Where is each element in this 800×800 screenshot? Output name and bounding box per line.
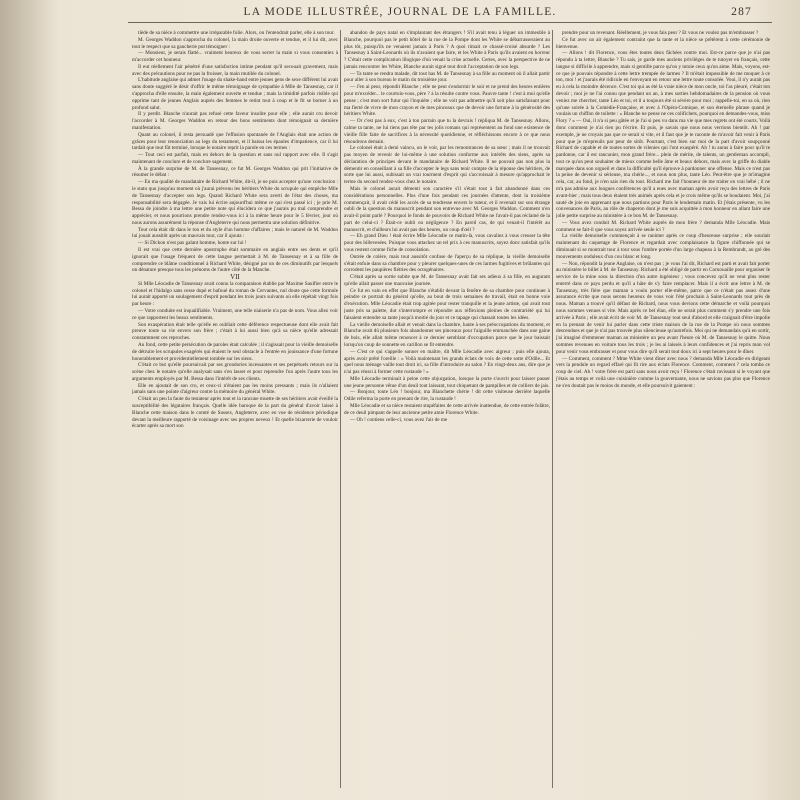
text-column-1 — [132, 30, 338, 790]
paragraph: — Votre conduite est inqualifiable. Vraiment, une telle niaiserie n'a pas de nom. Vous allez voir ce que rapportent les beaux sentiments. — [132, 308, 338, 321]
column-divider — [340, 30, 341, 788]
paragraph: L'habitude anglaise qui admet l'usage du shake-hand entre jeunes gens de sexe différent lui avait sans doute suggéré le désir d'offrir le même témoignage de sympathie à Mlle de Tansesnay, car il s'approcha d'elle ensuite, la main également ouverte et tendue ; mais la timidité parfois risible qui opprime tant de jeunes Anglais auprès des femmes le retint tout à coup et le fit se borner à un profond salut. — [132, 77, 338, 111]
paragraph: La vieille demoiselle allait et venait dans la chambre, hante à ses préoccupations du moment, et Blanche avait dû plusieurs fois abandonner ses pinceaux pour l'aiguille emmanchée dans une gaine de bois, elle allait même renoncer à ce dernier semblant d'occupation parce que le jour baissait lorsqu'on coup de sonnette en carillon se fit entendre. — [344, 321, 550, 348]
paragraph: Tout cela était dit dans le ton et du style d'un homme d'affaires ; mais le naturel de M. Waddon lui jouait aussitôt après un mauvais tour, car il ajouta : — [132, 226, 338, 240]
journal-title: LA MODE ILLUSTRÉE, JOURNAL DE LA FAMILLE. — [243, 6, 557, 18]
paragraph: tiède de sa nièce à commettre une irréparable folie. Alors, on l'entendrait parler, elle à son tour. — [138, 30, 335, 36]
paragraph: C'était ce but qu'elle poursuivait par ses grondories incessantes et ses perpétuels retours sur la scène chez le notaire qu'elle analysait sans s'en lasser et pour reprendre l'un après l'autre tous les arguments employés par M. Bessa dans l'intérêt de ses clients. — [132, 362, 338, 382]
paragraph: abandon de pays natal en s'implantant des étrangers ! S'il avait tenu à léguer un immeuble à Blanche, pourquoi pas le petit hôtel de la rue de la Pompe dont les White se débarrasseraient au plus tôt, puisqu'ils ne venaient jamais à Paris ? A quoi rimait ce chassé-croisé absurde ? Les Tansesnay à Saint-Leonards où ils n'avaient que faire, et les White à Paris qu'ils avaient en horreur ? C'était cette complication illogique d'où venait la crise actuelle. Certes, avec la perspective de ne jamais rencontrer les White, Blanche aurait signé tout droit l'acceptation de son legs. — [344, 30, 550, 70]
running-header — [0, 6, 800, 28]
paragraph: — Non, répondit la jeune Anglaise, on n'est pas ; je vous l'ai dit, Richard est parti et avait fait porter au ministère le billet à M. de Tansesnay. Richard a été obligé de partir en Cornouaille pour organiser le service de la mine sous la direction d'un autre ingénieur ; vous concevez qu'il ne veut plus rester enterré dans ce pays perdu et qu'il a hâte de s'y faire remplacer. Mais il a écrit une lettre à M. de Tansesnay, très fière que maman a voulu porter elle-même, parce que ce n'était pas assez d'une assurance écrite que nous serons heureux de vous voir l'été prochain à Saint-Leonards tout près de nous. Maman a trouvé qu'il défaut de Richard, nous vous devions cette démarche et voilà pourquoi nous sommes venues si vite. Mais après ce bel élan, elle ne serait plus comment s'y prendre une fois arrivée à Paris ; elle avait écrit de voir M. de Tansesnay tout seul d'abord et elle craignait d'être impolie en la prenant de venir lui parler dans cette triste maison de la rue de la Pompe où nous sommes descendues et que je n'ai pas trouvée plus silencieuse qu'autrefois. Moi qui ne demandais qu'à en sortir, j'ai imaginé d'emmener maman au ministère un peu avant l'heure où M. de Tansesnay le quitte. Nous sommes revenues en voiture tous les trois ; je les ai laissés à leurs confidences et j'ai repris mon vol pour venir vous embrasser et pour vous dire qu'il serait tout doux ici à sept heures pour le dîner. — [556, 260, 770, 355]
paragraph: — Tout ceci est parfait, mais en dehors de la question et sans nul rapport avec elle. Il s'agit maintenant de conclure et de conclure sagement. — [132, 152, 338, 165]
paragraph: Ce fut avec un air également contraint que la tante et la nièce se prêtèrent à cette cérémonie de bienvenue. — [556, 36, 770, 50]
paragraph: Au fond, cette petite persécution de paroles était calculée ; il s'agissait pour la vieille demoiselle de détruire les scrupules exagérés qui étaient le seul obstacle à l'entrée en jouissance d'une fortune honorablement et providentiellement tombée sur les siens. — [132, 341, 338, 362]
section-number: VII — [230, 273, 240, 282]
paragraph: — Comment, comment ? Mme White vient dîner avec nous ? demanda Mlle Léocadie en dirigeant vers la pendule un regard effaré qui fit rire aux éclats Florence. Comment, comment ? cela tomba ce coup de ciel. Ah ! votre frère est parti sans nous avoir reçu ! Florence c'était ravissant si le voyant que j'étais au temps et voilà une cuisinière comme la gouvernante, nous ne savions pas plus que Florence ne s'en doutait pas le moins du monde, et elle poursuivit gaiement : — [556, 355, 770, 389]
paragraph: prendre pour un revenant. Réellement, je vous fais peur ? Et vous ne voulez pas m'embrasser ? — [562, 30, 759, 36]
paragraph: — J'en ai peur, répondit Blanche ; elle ne peut s'endormir le soir et ne prend des heures entières pour m'excéder... le courtois-vous, père ? à la résulte contre vous. Pauvre tante ! c'est à moi qu'elle pense ; c'est mon sort futur qui l'inquiète ; elle ne voit pas admettre qu'il soit plus satisfaisant pour ma fierté de vivre de mon crayon et de mes pinceaux que de devoir une fortune à la générosité des héritiers White. — [344, 84, 550, 118]
paragraph: — Allons ! dit Florence, vous êtes toutes deux fâchées contre moi. Est-ce parce que je n'ai pas répondu à ta lettre, Blanche ? Tu sais, je garde mes anciens privilèges de te tutoyer en français, cette langue si difficile à apprendre, mais si gentille parce qu'on y tutoie ceux qu'on aime. Mais, voyons, est-ce que je pouvais répondre à cette lettre trempée de larmes ? Il m'était impossible de me moquer à ce ton, moi ! et j'aurais été ridicule en t'envoyant en retour une lettre toute consolée. Voui, il n'y aurait pas eu à cela la moindre décence. C'est toi qui as été la vraie nièce de mon oncle, toi l'as pleuré, c'était ton devoir ; moi je ne l'ai connu que pendant un an, à mes sorties hebdomadaires de la pension où vous veniez me chercher, tante Léo et toi, et il a toujours été si sévère pour moi ; rappelle-toi, en sa où, rien qu'une soirée à la Comédie-Française, et avec à l'Opéra-Comique, et son éternelle phrase quand je voulais un chiffon de toilette : « Blanche ne pense ne ces colifichets, pourquoi en demandes-vous, miss Flory ? » — Oui, il n'a si peu gâtée et je l'ai si peu vu dans ma vie que mes regrets ont été courts. Voilà donc comment je n'ai rien pu t'écrire. Et puis, je savais que nous nous verrions bientôt. Ah ! par exemple, je ne croyais pas que ce serait si vite, et il faut que je te raconte de m'avoir fait venir à Paris pour que je m'epreuils par peur de sitôt. Pourtant, c'est bien sur moi de la part d'avoir soupçonné Richard de capable et de toutes sortes de vilenies qui l'ont exaspéré. Ah ! tu auras à faire pour qu'il te pardonne, car il est rancunier, mon grand frère... plein de mérite, de talents, un gentleman accompli, tout ce qu'on peut souhaiter de mieux comme belle âme et beaux dehors, mais avec la griffe du diable marquée dans son orgueil et dans la difficulté qu'il éprouve à pardonner une offense. Mais ce n'est pas la peine de devenir si sérieuse, ma chérie..., et nous non plus, tante Léo. Peut-être que je m'imagine cela, car, au fond, je n'en sais rien du tout. Richard me fait l'honneur de me traiter en vrai bébé ; il ne m'a pas admise aux longues conférences qu'il a eues avec maman après avoir reçu des lettres de Paris avant-hier ; mais tous deux étaient très animés après cela et je crois même qu'ils se boudaient. Moi, j'ai sauté de joie en apprenant que nous partions pour Paris le lendemain matin. Et j'étais présente, vu les convenances de Paris, au rôle de chaperon dont je me suis acquittée à mon honneur en allant faire une jolie petite surprise au ministère à ce bon M. de Tansesnay. — [556, 50, 770, 220]
text-column-2 — [344, 30, 550, 790]
paragraph: Son exaspération était telle qu'elle en oubliait cette déférence respectueuse dont elle avait fait preuve toute sa vie envers son frère ; c'était à lui aussi bien qu'à sa nièce qu'elle adressait constamment ces reproches. — [132, 321, 338, 342]
paragraph: Mais le colonel aurait démenti son caractère s'il s'était tout à fait abandonné dans ces considérations personnelles. Plus d'une fois pendant ces journées d'attente, dont la troisième commençait, il avait cédé les accès de sa tendresse envers le tuteur, et il revenait sur son étrange oubli de la question du manuscrit pendant son entrevue avec M. Georges Waddon. Comment n'en avait-il point parlé ? Pourquoi le fonds de pouvoirs de Richard White ne l'avait-il pas réclamé de la part de celui-ci ? Était-ce oubli ou négligence ? En pareil cas, de qui venait-il l'intérêt au manuscrit, et d'ailleurs lui avait pas des heures, un coup d'œil ? — [344, 185, 550, 233]
paragraph: Si Mlle Léocadie de Tansesnay avait connu la comparaison établie par Maxime Saulfier entre le colonel et l'hidalgo sans cesse dupé et bafoué du roman de Cervantes, nul doute que cette formule lui aurait apporté un soulagement d'esprit pendant les trois jours suivants où elle répétait vingt fois par heure : — [132, 280, 338, 308]
paragraph: — En ma qualité de mandataire de Richard White, dit-il, je ne puis accepter qu'une conclusion : le statu quo jusqu'au moment où j'aurai prévenu les héritiers White du scrupule qui empêche Mlle de Tansesnay d'accepter son legs. Quand Richard White sera averti de l'état des choses, ma responsabilité sera dégagée. Je vais lui écrire aujourd'hui même ce qui s'est passé ici ; je prie M. Bessa de joindre à ma lettre une petite note qui élucidera ce que j'aurais pu mal comprendre et apprécier, et nous pourrions prendre rendez-vous ici à la même heure pour le 5 février, jour où nous aurons assurément la réponse d'Angleterre qui nous permettra une solution définitive. — [132, 179, 338, 226]
paragraph: C'était un peu la faute du testateur après tout et la rancune muette de ses héritiers avait éveillé la susceptibilité des légataires français. Quelle idée baroque de la part du général d'avoir laissé à Blanche cette maison dans le comté de Sussex, Angleterre, avec en vue de résidence périodique devant la meilleure rapporté de voisinage avec ses propres neveux ! Et quelle bizarrerie de vouloir écarter après sa mort son — [132, 396, 338, 430]
page-number: 287 — [731, 6, 752, 18]
paragraph: Il est vrai que cette dernière apostrophe était sommaire en anglais entre ses dents et qu'il ignorait que l'usage fréquent de cette langue permettait à M. de Tansesnay et à sa fille de comprendre ce blâme conditionnel à Richard White, désigné par un de ces diminutifs par lesquels on dénature presque tous les prénoms de l'autre côté de la Manche. — [132, 247, 338, 274]
binding-shadow — [0, 0, 60, 800]
paragraph: Mlle Léocadie et sa nièce restaient stupéfaites de cette arrivée inattendue, de cette entrée folâtre, de ce deuil pimpant de leur ancienne petite amie Florence White. — [344, 402, 550, 416]
paragraph: — Vous avez conduit M. Richard White auprès de mon frère ? demanda Mlle Léocadie. Mais comment se fait-il que vous soyez arrivée seule ici ? — [556, 219, 770, 233]
text-column-3 — [556, 30, 770, 790]
paragraph: — Bonjour, toute Léo ! bonjour, ma Blanchette chérie ! dit cette visiteuse derrière laquelle Odile referma la porte en prenant de rire, la rustaude ! — [344, 389, 550, 403]
paragraph: Ce fut en vain en effet que Blanche s'établit devant la fenêtre de sa chambre pour continuer à peindre ce portrait du général qu'elle, au bout de trois semaines de travail, était en bonne voie d'exécution. Mlle Léocadie était trop agitée pour rester tranquille et la jeune artiste, qui avait tout juste pris sa palette, dut s'interrompre et répondre aux réflexions pleines de contrariété qui lui faisaient entendre sa tante jusqu'à moitié du jour et ce tapage qui chassait toutes les idées. — [344, 287, 550, 321]
paragraph: C'était après sa sortie subite que M. de Tansesnay avait fait ses adieux à sa fille, en augurant qu'elle allait passer une mauvaise journée. — [344, 274, 550, 287]
paragraph: — C'est ce qui s'appelle sonner en maître, dit Mlle Léocadie avec aigreur ; puis elle ajouta, après avoir prêté l'oreille : « Voilà maintenant les grands éclats de voix de cette sotte d'Odile... Et quel nous ménage vaille tout droit ici, sa fille d'introduire au salon ? En vingt-deux ans, dire que je n'ai pas réussi à former cette rustaude ! » — [344, 348, 550, 376]
paragraph: — Ta tante se rendra malade, dit tout bas M. de Tansesnay à sa fille au moment où il allait partir pour aller à son bureau le matin du troisième jour. — [344, 70, 550, 84]
paragraph: Le colonel était à demi vaincu, on le voit, par les remontrances de sa sœur ; mais il ne trouvait pas moyen de revenir de lui-même à une solution conforme aux intérêts des siens, après sa déclaration de principes devant le mandataire de Richard White. Il ne pouvait pas non plus la démentir en conseillant à sa fille d'accepter le legs sans tenir compte de la réponse des héritiers, de sorte que lui aussi, subissait un vrai tourment d'esprit qui s'accroissait à mesure qu'approchait le terme du second rendez-vous chez le notaire. — [344, 145, 550, 186]
paragraph: Il eut réellement l'air pénétré d'une satisfaction intime pendant qu'il secouait gravement, mais avec des précautions pour ne pas la froisser, la main mutilée du colonel. — [132, 63, 338, 77]
paragraph: La vieille demoiselle commençait à se ranimer après ce coup d'heureuse surprise ; elle souriait maintenant du caquetage de Florence et regardait avec complaisance la figure chiffonnée qui se diminuait si se montrait tour à tour sous l'ombre portée d'un large chapeau à la Rembrandt, au gré des mouvements onduleux d'un cou blanc et long. — [556, 233, 770, 260]
paragraph: — Monsieur, je serais flatté... vraiment heureux de vous serrer la main si vous consentiez à m'accorder cet honneur. — [132, 50, 338, 64]
paragraph: — Eh grand Dieu ! était écrire Mlle Léocadie ce matin-là, vous cavaliez à vous creuser la tête pour des billevesées. Puisque vous attachez un tel prix à ces manuscrits, soyez donc satisfait qu'ils vous restent comme fiche de consolation. — [344, 233, 550, 253]
paragraph: À la grande surprise de M. de Tansesnay, ce fut M. Georges Waddon qui prit l'initiative de résumer le débat : — [132, 165, 338, 179]
paragraph: Outrée de colère, mais tout aussitôt confuse de l'aperçu de sa réplique, la vieille demoiselle s'était enfuie dans sa chambre pour y pleurer quelques-unes de ces larmes fugitives et brûlantes qui corrodent les paupières flétries des octogénaires. — [344, 253, 550, 274]
paragraph: — Si Dickon n'est pas galant homme, honte sur lui ! — [138, 240, 247, 247]
paragraph: M. Georges Waddon s'approcha du colonel, la main droite ouverte et tendue, et il lui dit, avec tout le respect que sa gaucherie put témoigner : — [132, 36, 338, 50]
column-divider — [552, 30, 553, 788]
header-rule — [128, 22, 772, 23]
paragraph: Elle en ajoutait de son cru, et ceux-ci n'étaient pas les moins pressants ; mais ils n'allaient jamais sans une pointe d'aigreur contre la mémoire du général White. — [132, 382, 338, 396]
paragraph: Quant au colonel, il resta persuadé que l'effusion spontanée de l'Anglais était une action de grâces pour leur renonciation au legs du testament, et il baissa les épaules d'impatience, car il lui tardait que tout fût terminé, lorsque le notaire reprit la parole en ces termes : — [132, 131, 338, 152]
paragraph: Il y perdit. Blanche n'aurait pas refusé cette faveur insolite pour elle ; elle aurait cru devoir l'accorder à M. Georges Waddon en retour des bons sentiments dont témoignait sa dernière manifestation. — [132, 111, 338, 131]
paragraph: Mlle Léocadie terminait à peine cette objurgation, lorsque la porte s'ouvrit pour laisser passer une jeune personne vêtue d'un deuil tout laissant, tout chiquetant de pampilles et de colliers de jais. — [344, 375, 550, 389]
paragraph: — Oh ! contiens celle-ci, vous avez l'air de me — [350, 416, 448, 423]
paragraph: — Or c'est pas à eux, c'est à ton parrain que tu la devrais ! répliqua M. de Tansesnay. Allons, calme ta tante, ne lui tiens pas tête par tes jolis romans qui représentent au fond une existence de vieille fille faite de sacrifices à la nécessité quotidienne, et réfléchissons encore à ce que nous résoudrons demain. — [344, 118, 550, 145]
